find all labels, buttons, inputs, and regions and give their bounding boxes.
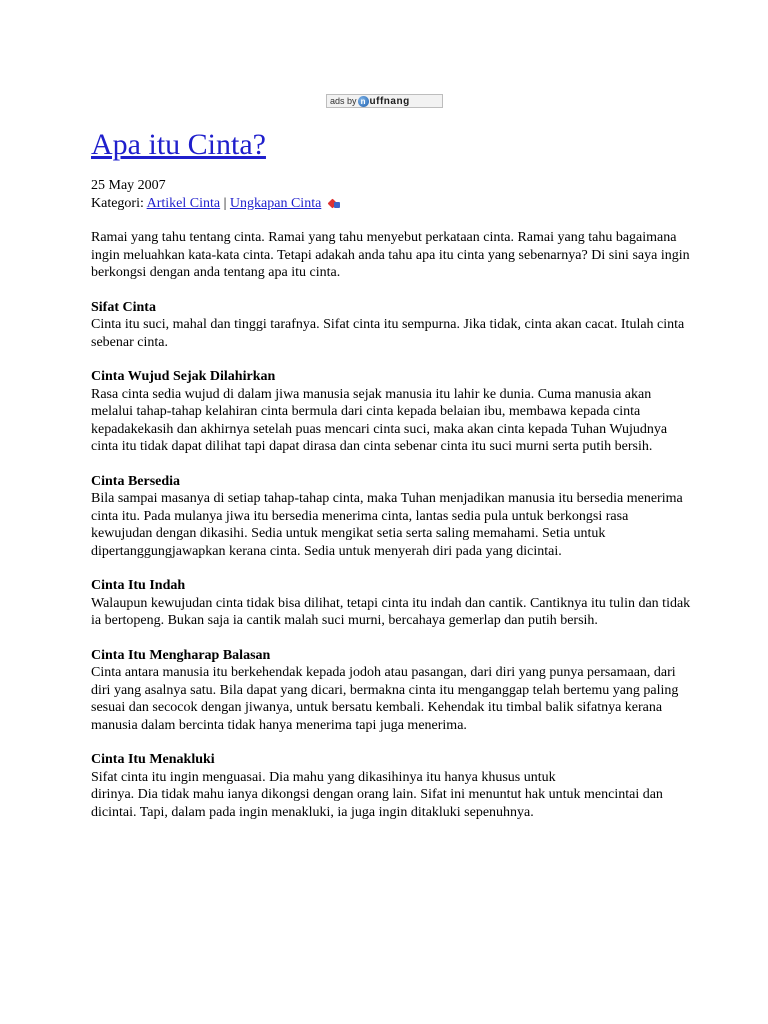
article-date: 25 May 2007 — [91, 178, 166, 193]
article-intro: Ramai yang tahu tentang cinta. Ramai yang tahu menyebut perkataan cinta. Ramai yang tahu bagaimana ingin meluahkan kata-kata cinta. Tetapi adakah anda tahu apa itu cinta yang sebenarnya? Di sini saya ingin berkongsi dengan anda tentang apa itu cinta. — [91, 230, 690, 280]
category-link-artikel-cinta[interactable]: Artikel Cinta — [146, 195, 221, 211]
nuffnang-ad-banner[interactable] — [326, 94, 443, 108]
section-cinta-menakluki — [91, 751, 691, 821]
category-label: Kategori: — [91, 195, 144, 211]
ad-brand: uffnang — [369, 95, 410, 107]
section-heading: Cinta Itu Indah — [91, 578, 186, 593]
section-heading: Cinta Itu Mengharap Balasan — [91, 647, 271, 663]
section-body-continued: dirinya. Dia tidak mahu ianya dikongsi dengan orang lain. Sifat ini menuntut hak untuk mencintai dan dicintai. Tapi, dalam pada ingin menakluki, ia juga ingin ditakluki sepenuhnya. — [91, 787, 663, 820]
section-cinta-wujud — [91, 368, 691, 456]
category-separator: | — [223, 195, 227, 211]
section-heading: Cinta Wujud Sejak Dilahirkan — [91, 369, 276, 384]
section-body: Sifat cinta itu ingin menguasai. Dia mahu yang dikasihinya itu hanya khusus untuk — [91, 769, 556, 785]
article-meta — [91, 177, 691, 212]
article — [91, 127, 691, 821]
section-heading: Cinta Bersedia — [91, 473, 181, 489]
section-heading: Sifat Cinta — [91, 299, 156, 315]
article-categories — [91, 195, 691, 213]
nuffnang-logo-icon: n — [358, 96, 369, 107]
tag-icon[interactable] — [329, 199, 340, 208]
section-body: Cinta itu suci, mahal dan tinggi tarafnya. Sifat cinta itu sempurna. Jika tidak, cinta akan cacat. Itulah cinta sebenar cinta. — [91, 317, 685, 350]
section-heading: Cinta Itu Menakluki — [91, 752, 215, 767]
section-cinta-mengharap-balasan — [91, 647, 691, 735]
section-cinta-indah — [91, 577, 691, 630]
section-body: Rasa cinta sedia wujud di dalam jiwa manusia sejak manusia itu lahir ke dunia. Cuma manusia akan melalui tahap-tahap kelahiran cinta bermula dari cinta kepada belaian ibu, membawa kepada cinta kepadakekasih dan akhirnya setelah puas mencari cinta suci, maka akan cinta kepada Tuhan Wujudnya cinta itu tidak dapat dilihat tapi dapat dirasa dan cinta sebenar cinta itu suci murni serta putih bersih. — [91, 386, 668, 454]
section-body: Bila sampai masanya di setiap tahap-tahap cinta, maka Tuhan menjadikan manusia itu bersedia menerima cinta itu. Pada mulanya jiwa itu bersedia menerima cinta, lantas sedia pula untuk berkongsi rasa kewujudan dengan dikasihi. Sedia untuk mengikat setia serta saling memahami. Setia untuk dipertanggungjawapkan kerana cinta. Sedia untuk menyerah diri pada yang dicintai. — [91, 491, 683, 559]
section-sifat-cinta — [91, 299, 691, 352]
ad-prefix: ads by — [330, 96, 357, 106]
category-link-ungkapan-cinta[interactable]: Ungkapan Cinta — [229, 195, 322, 211]
section-cinta-bersedia — [91, 473, 691, 561]
section-body: Cinta antara manusia itu berkehendak kepada jodoh atau pasangan, dari diri yang punya persamaan, dari diri yang asalnya satu. Bila dapat yang dicari, bermakna cinta itu menganggap telah bertemu yang paling sesuai dan secocok dengan jiwanya, untuk bersatu kembali. Kehendak itu timbal balik sifatnya kerana manusia dalam bercinta tidak hanya menerima tapi juga menerima. — [91, 665, 679, 733]
article-title[interactable]: Apa itu Cinta? — [91, 128, 266, 161]
section-body: Walaupun kewujudan cinta tidak bisa dilihat, tetapi cinta itu indah dan cantik. Cantiknya itu tulin dan tidak ia bertopeng. Bukan saja ia cantik malah suci murni, bercahaya gemerlap dan putih bersih. — [91, 595, 691, 628]
